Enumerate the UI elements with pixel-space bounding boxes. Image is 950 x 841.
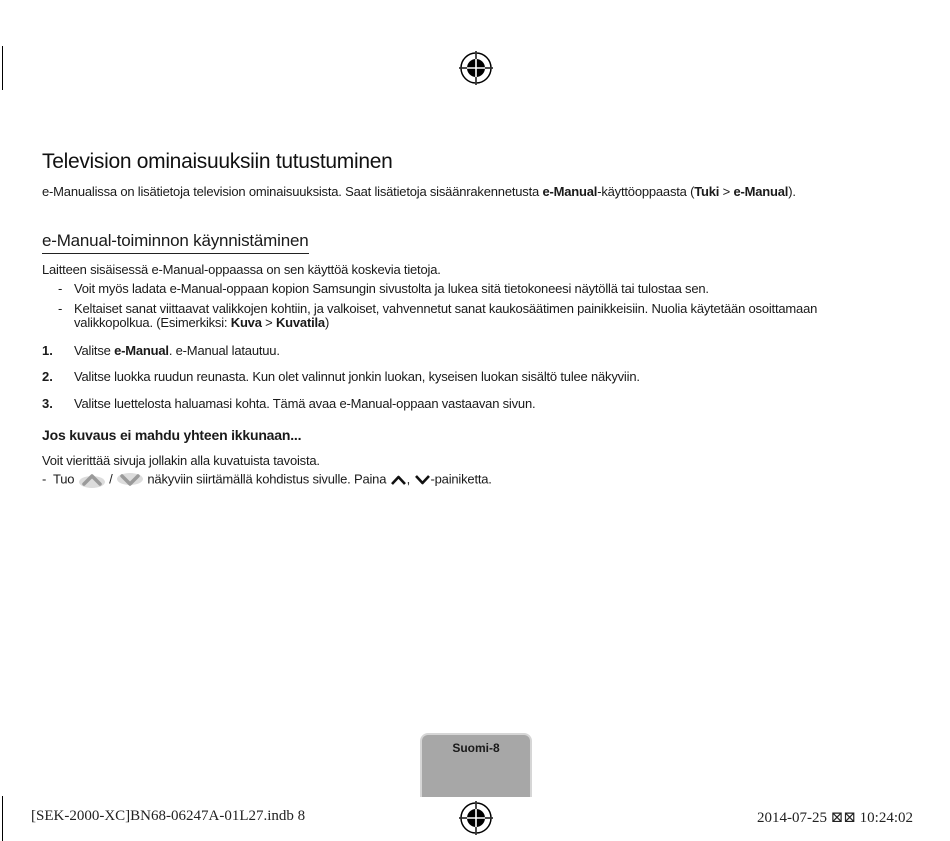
step-1-text xyxy=(74,343,280,358)
intro-paragraph xyxy=(42,184,796,199)
crop-mark-top-left xyxy=(2,46,3,90)
footer-file-info: [SEK-2000-XC]BN68-06247A-01L27.indb 8 xyxy=(31,808,306,824)
subsection-heading: Jos kuvaus ei mahdu yhteen ikkunaan... xyxy=(42,427,302,443)
step-number: 2. xyxy=(42,369,53,384)
instruction-text: Tuo xyxy=(52,471,75,487)
crop-mark-bottom-left xyxy=(2,796,3,841)
note-text: ) xyxy=(324,315,330,330)
note-colors-line2 xyxy=(74,315,329,330)
section-heading: e-Manual-toiminnon käynnistäminen xyxy=(42,231,309,254)
kuva-keyword: Kuva xyxy=(230,315,262,330)
instruction-text: näkyviin siirtämällä kohdistus sivulle. Paina xyxy=(147,471,387,487)
instruction-comma: , xyxy=(406,471,411,487)
step-text: Valitse xyxy=(74,343,115,358)
subsection-lead: Voit vierittää sivuja jollakin alla kuvatuista tavoista. xyxy=(42,453,320,468)
page-number-tab xyxy=(420,733,532,797)
intro-emanual-keyword: e-Manual xyxy=(542,184,598,199)
registration-mark-icon xyxy=(459,801,493,835)
step-number: 1. xyxy=(42,343,53,358)
intro-emanual-menu-keyword: e-Manual xyxy=(733,184,789,199)
intro-text: -käyttöoppaasta ( xyxy=(597,184,695,199)
instruction-text: -painiketta. xyxy=(430,471,492,487)
note-text: valikkopolkua. (Esimerkiksi: xyxy=(74,315,231,330)
bullet-dash: - xyxy=(42,471,47,487)
footer-timestamp: 2014-07-25 ⊠⊠ 10:24:02 xyxy=(757,810,913,826)
section-lead: Laitteen sisäisessä e-Manual-oppaassa on sen käyttöä koskevia tietoja. xyxy=(42,262,441,277)
scroll-instruction xyxy=(42,471,492,489)
page-number-label: Suomi-8 xyxy=(452,741,500,755)
scroll-down-button-icon xyxy=(116,471,144,489)
kuvatila-keyword: Kuvatila xyxy=(275,315,325,330)
intro-text: ). xyxy=(788,184,796,199)
note-colors-line1: Keltaiset sanat viittaavat valikkojen kohtiin, ja valkoiset, vahvennetut sanat kaukosäätimen painikkeisiin. Nuolia käytetään osoittamaan xyxy=(74,301,818,316)
registration-mark-icon xyxy=(459,51,493,85)
bullet-dash: - xyxy=(58,281,63,296)
step-text: . e-Manual latautuu. xyxy=(168,343,280,358)
page-title: Television ominaisuuksiin tutustuminen xyxy=(42,150,393,173)
emanual-keyword: e-Manual xyxy=(114,343,169,358)
scroll-up-button-icon xyxy=(78,471,106,489)
intro-separator: > xyxy=(719,184,734,199)
intro-tuki-keyword: Tuki xyxy=(694,184,720,199)
chevron-down-icon xyxy=(414,474,431,486)
chevron-up-icon xyxy=(390,474,407,486)
note-download: Voit myös ladata e-Manual-oppaan kopion Samsungin sivustolta ja lukea sitä tietokoneesi näytöllä tai tulostaa sen. xyxy=(74,281,709,296)
step-2-text: Valitse luokka ruudun reunasta. Kun olet valinnut jonkin luokan, kyseisen luokan sisältö tulee näkyviin. xyxy=(74,369,640,384)
step-number: 3. xyxy=(42,396,53,411)
note-separator: > xyxy=(261,315,276,330)
step-3-text: Valitse luettelosta haluamasi kohta. Tämä avaa e-Manual-oppaan vastaavan sivun. xyxy=(74,396,536,411)
intro-text: e-Manualissa on lisätietoja television ominaisuuksista. Saat lisätietoja sisäänrakennetusta xyxy=(42,184,543,199)
bullet-dash: - xyxy=(58,301,63,316)
instruction-separator: / xyxy=(109,471,113,487)
